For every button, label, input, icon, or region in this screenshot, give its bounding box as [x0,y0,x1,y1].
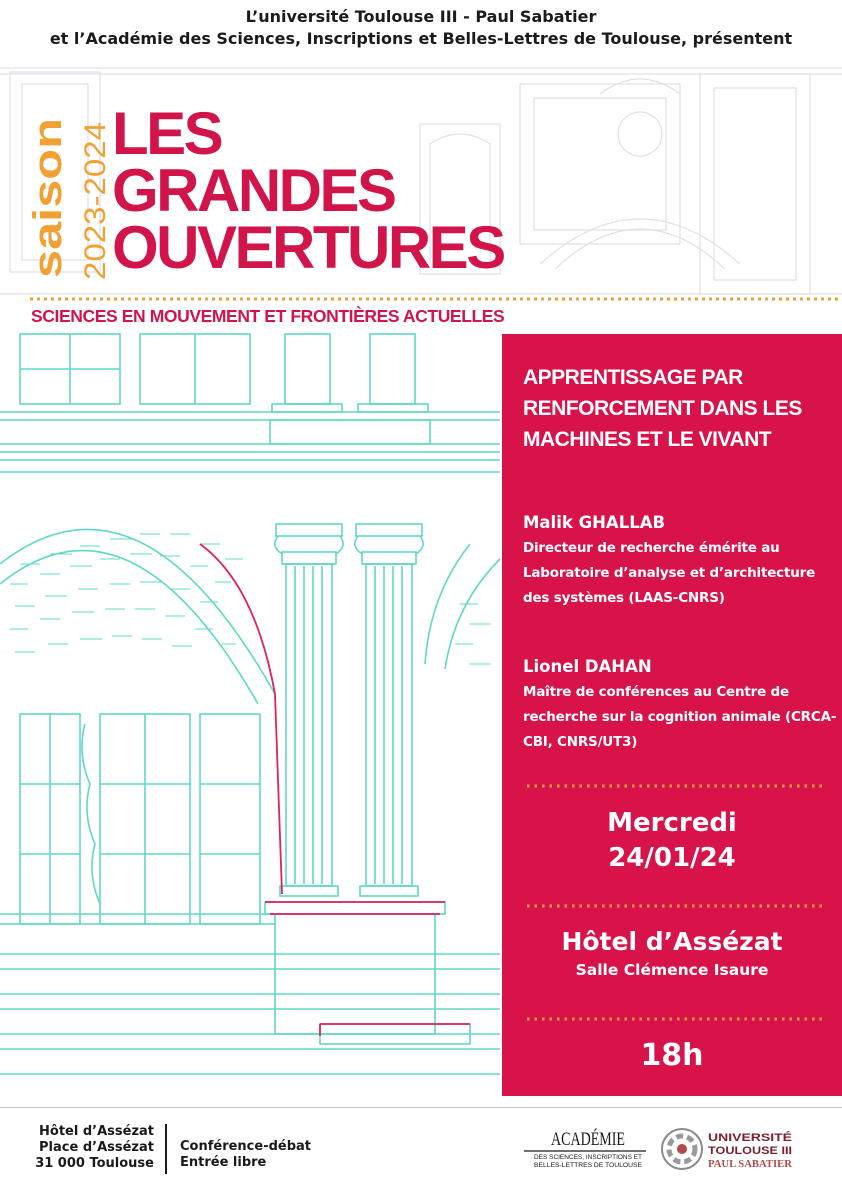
format-line-1: Conférence-débat [180,1139,312,1154]
panel-dotted-divider [526,1017,824,1021]
address-line-3: 31 000 Toulouse [35,1156,154,1171]
event-time: 18h [640,1038,704,1073]
header-line-1: L’université Toulouse III - Paul Sabatier [245,7,597,26]
saison-label [26,112,70,282]
speaker-2 [523,654,838,755]
title-line-2: GRANDES [112,157,395,224]
title-line-3: OUVERTURES [112,214,504,281]
svg-text:BELLES-LETTRES DE TOULOUSE: BELLES-LETTRES DE TOULOUSE [534,1162,643,1169]
speaker-1-name: Malik GHALLAB [523,513,666,532]
venue-name: Hôtel d’Assézat [561,927,783,956]
speaker-1-role: Directeur de recherche émérite au Laboratoire d’analyse et d’architecture des systèmes (LAAS-CNRS) [523,540,816,606]
svg-text:ACADÉMIE: ACADÉMIE [551,1129,652,1150]
event-venue [502,926,842,982]
event-date-value: 24/01/24 [608,843,736,873]
talk-title: APPRENTISSAGE PAR RENFORCEMENT DANS LES MACHINES ET LE VIVANT [523,366,802,451]
venue-room: Salle Clémence Isaure [575,961,769,979]
panel-dotted-divider [526,784,824,788]
address-line-1: Hôtel d’Assézat [39,1124,154,1139]
event-info-panel [502,334,842,1096]
footer-divider [0,1107,842,1108]
ut3-logo [660,1125,810,1173]
header-line-2: et l’Académie des Sciences, Inscriptions et Belles-Lettres de Toulouse, présentent [49,29,793,48]
saison-years [78,118,112,284]
svg-text:saison: saison [26,151,70,278]
format-line-2: Entrée libre [180,1155,267,1170]
facade-illustration [0,334,500,1096]
footer-format [180,1139,380,1171]
series-subtitle: SCIENCES EN MOUVEMENT ET FRONTIÈRES ACTUELLES [31,306,505,326]
svg-text:PAUL SABATIER: PAUL SABATIER [708,1159,793,1170]
event-date [502,806,842,876]
series-title [112,100,532,281]
svg-text:UNIVERSITÉ: UNIVERSITÉ [708,1132,775,1144]
speaker-2-role: Maître de conférences au Centre de recherche sur la cognition animale (CRCA-CBI, CNRS/UT3) [523,684,837,750]
title-line-1: LES [112,100,222,167]
svg-text:2023-2024: 2023-2024 [79,136,112,280]
svg-text:TOULOUSE III: TOULOUSE III [708,1145,792,1157]
dotted-divider [28,296,842,302]
speaker-2-name: Lionel DAHAN [523,657,652,676]
panel-dotted-divider [526,904,824,908]
footer-address [34,1124,154,1172]
speaker-1 [523,510,838,611]
event-day: Mercredi [607,808,737,838]
svg-text:DES SCIENCES, INSCRIPTIONS ET: DES SCIENCES, INSCRIPTIONS ET [534,1154,643,1161]
footer-separator [165,1124,167,1174]
academie-logo [520,1125,650,1173]
header-presenters [0,6,842,50]
address-line-2: Place d’Assézat [39,1140,154,1155]
